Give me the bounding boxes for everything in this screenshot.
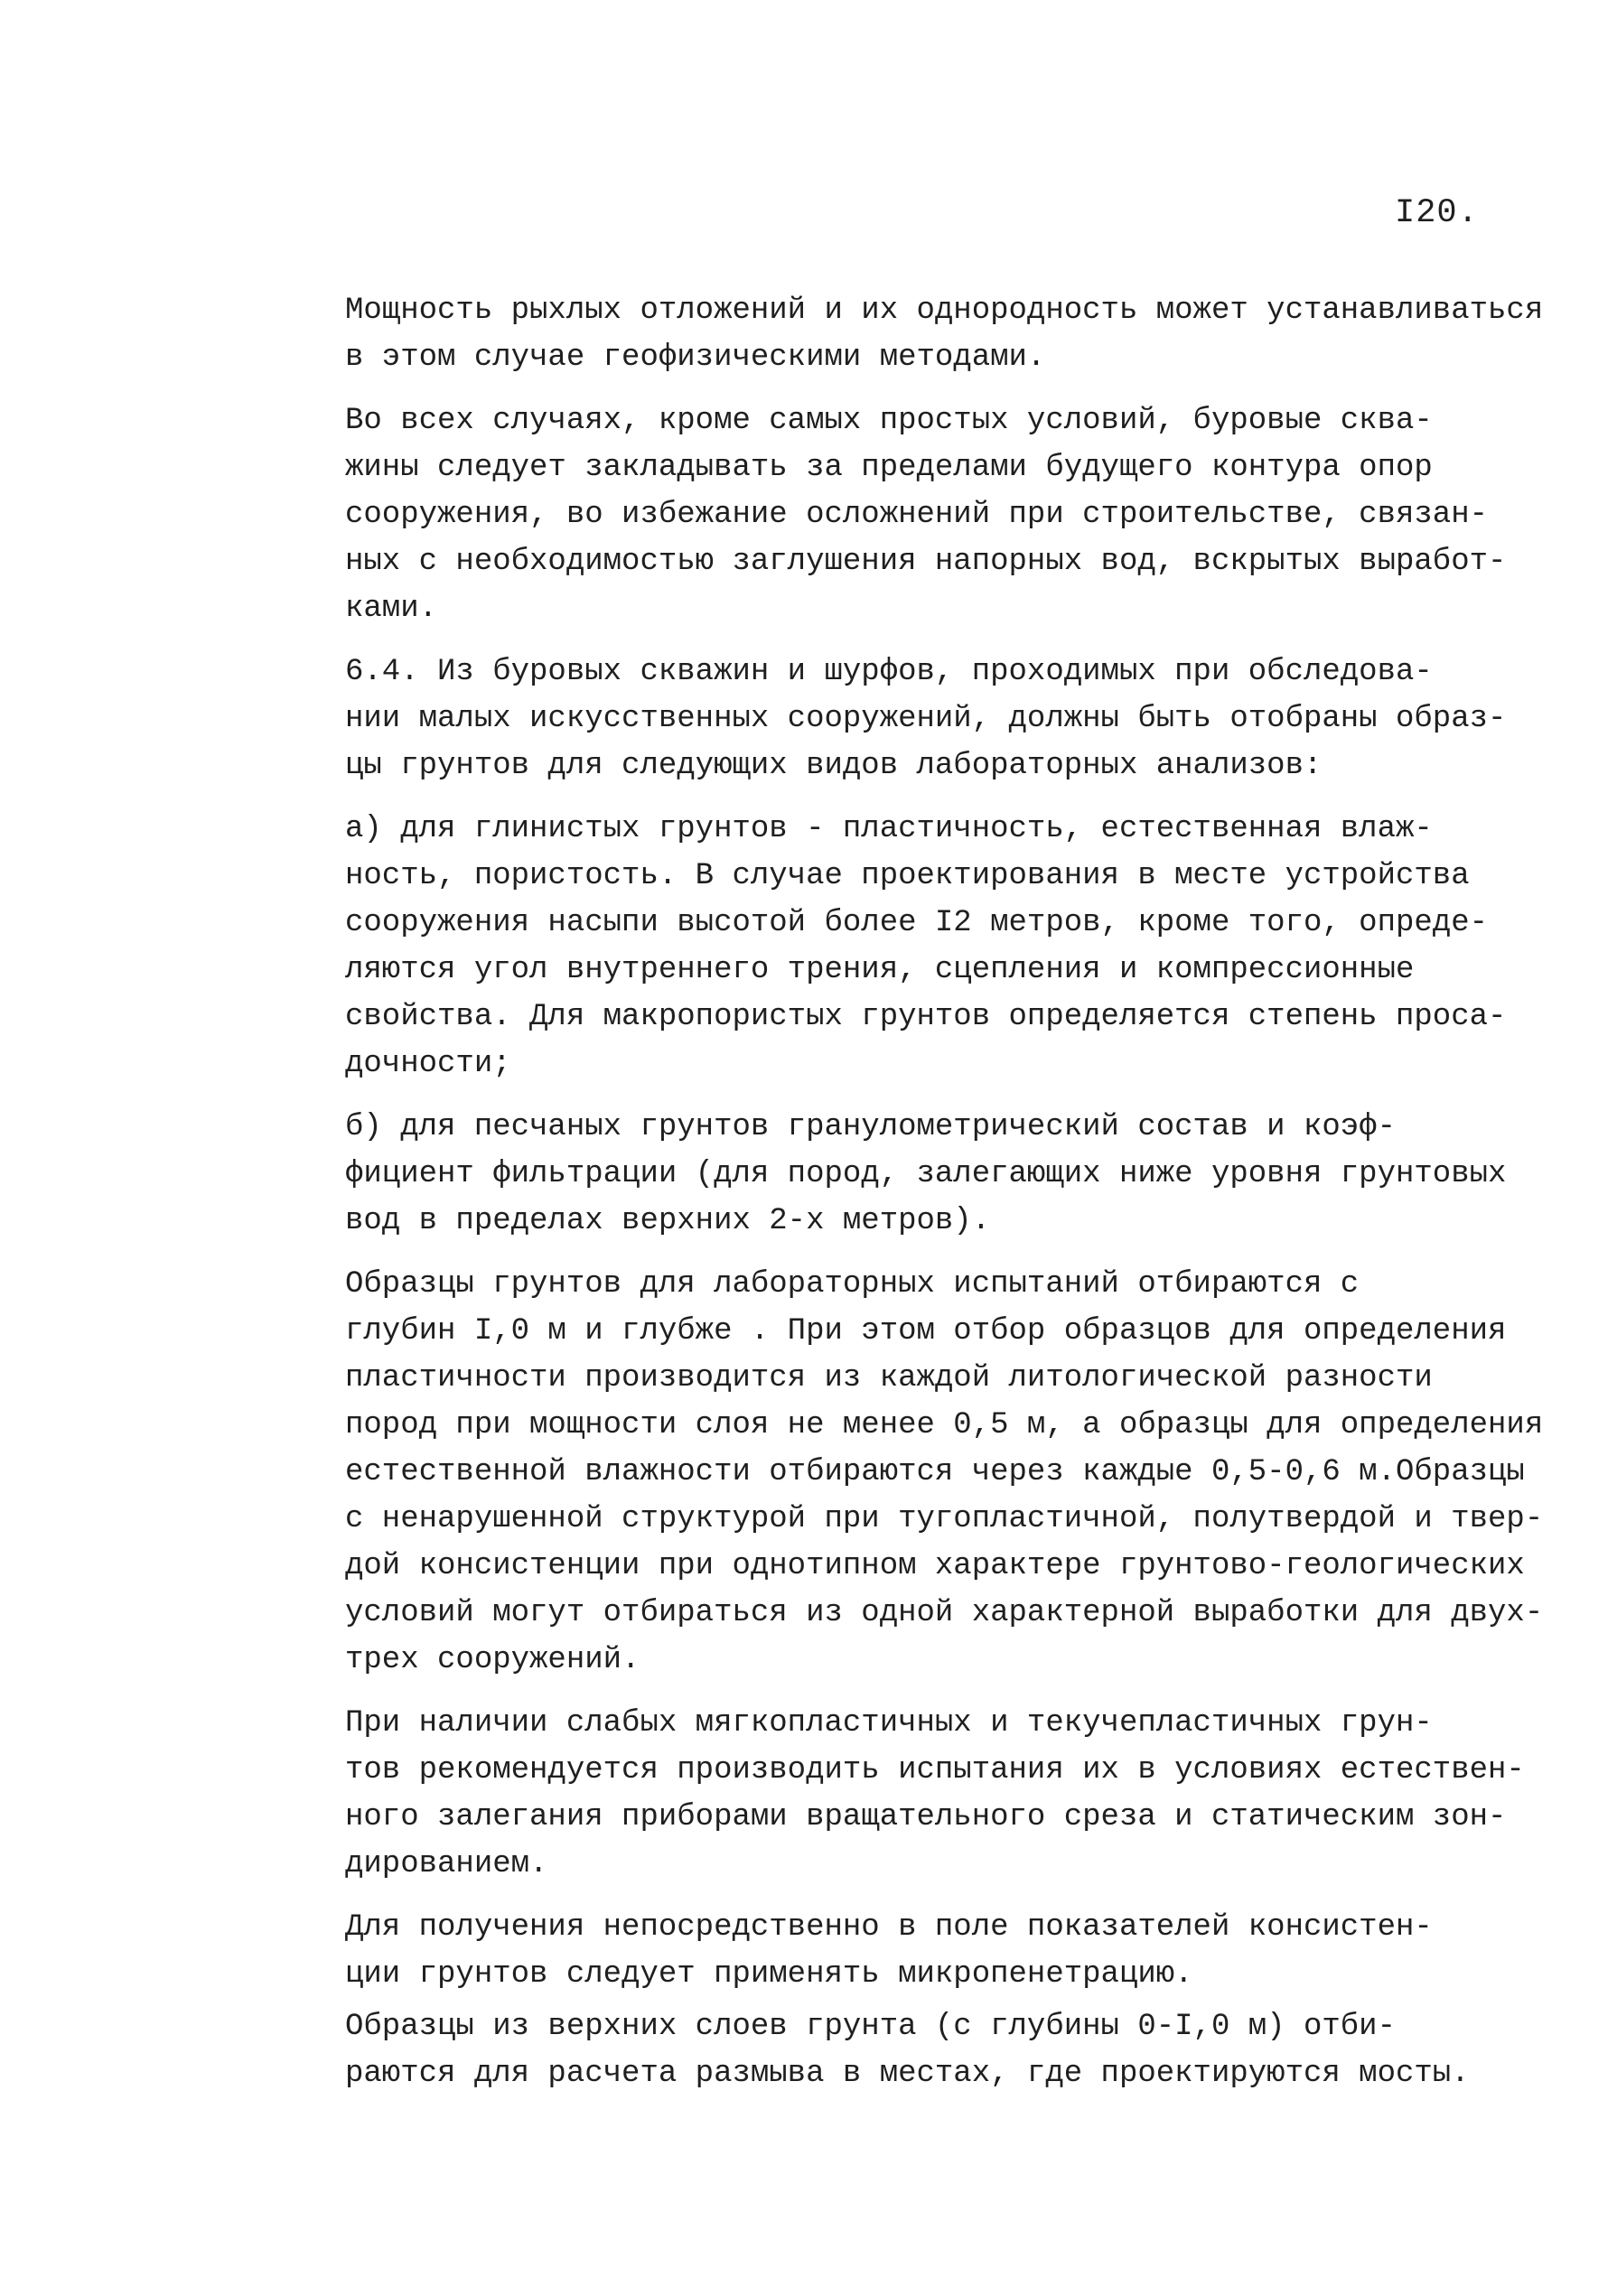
text-line: в этом случае геофизическими методами.: [345, 341, 1046, 375]
text-line: сооружения насыпи высотой более I2 метров, кроме того, опреде-: [345, 906, 1489, 940]
text-line: Образцы грунтов для лабораторных испытаний отбираются с: [345, 1267, 1360, 1302]
text-line: ции грунтов следует применять микропенетрацию.: [345, 1957, 1193, 1992]
text-line: Для получения непосредственно в поле показателей консистен-: [345, 1910, 1433, 1945]
text-line: трех сооружений.: [345, 1643, 640, 1677]
text-line: условий могут отбираться из одной характерной выработки для двух-: [345, 1596, 1544, 1630]
text-line: вод в пределах верхних 2-х метров).: [345, 1204, 991, 1238]
text-line: а) для глинистых грунтов - пластичность, естественная влаж-: [345, 812, 1433, 846]
text-line: дой консистенции при однотипном характере грунтово-геологических: [345, 1549, 1525, 1583]
text-line: фициент фильтрации (для пород, залегающих ниже уровня грунтовых: [345, 1157, 1507, 1191]
paragraph-upper-layers: [345, 2003, 1528, 2097]
text-line: пород при мощности слоя не менее 0,5 м, а образцы для определения: [345, 1408, 1544, 1442]
text-line: При наличии слабых мягкопластичных и текучепластичных грун-: [345, 1706, 1433, 1741]
text-line: Образцы из верхних слоев грунта (с глубины 0-I,0 м) отби-: [345, 2010, 1396, 2044]
paragraph-micropenetration: [345, 1904, 1528, 1998]
paragraph-item-b: [345, 1104, 1528, 1245]
text-line: Мощность рыхлых отложений и их однородность может устанавливаться: [345, 294, 1544, 328]
text-line: дочности;: [345, 1047, 511, 1081]
paragraph-boreholes: [345, 397, 1528, 632]
page-number: I20.: [1395, 194, 1479, 232]
text-line: ность, пористость. В случае проектирования в месте устройства: [345, 859, 1470, 893]
document-body: [345, 287, 1544, 2097]
paragraph-item-a: [345, 806, 1528, 1087]
text-line: 6.4. Из буровых скважин и шурфов, проходимых при обследова-: [345, 655, 1433, 689]
paragraph-sampling: [345, 1261, 1544, 1684]
text-line: жины следует закладывать за пределами будущего контура опор: [345, 451, 1433, 485]
text-line: нии малых искусственных сооружений, должны быть отобраны образ-: [345, 702, 1507, 736]
text-line: ных с необходимостью заглушения напорных вод, вскрытых выработ-: [345, 545, 1507, 579]
text-line: тов рекомендуется производить испытания их в условиях естествен-: [345, 1753, 1525, 1787]
text-line: сооружения, во избежание осложнений при строительстве, связан-: [345, 498, 1489, 532]
paragraph-loose-deposits: [345, 287, 1544, 381]
paragraph-weak-soils: [345, 1700, 1528, 1888]
text-line: Во всех случаях, кроме самых простых условий, буровые сква-: [345, 404, 1433, 438]
text-line: б) для песчаных грунтов гранулометрический состав и коэф-: [345, 1110, 1396, 1144]
text-line: ками.: [345, 592, 438, 626]
text-line: дированием.: [345, 1847, 548, 1881]
text-line: ляются угол внутреннего трения, сцепления и компрессионные: [345, 953, 1415, 987]
text-line: раются для расчета размыва в местах, где проектируются мосты.: [345, 2057, 1470, 2091]
text-line: цы грунтов для следующих видов лабораторных анализов:: [345, 749, 1323, 783]
text-line: пластичности производится из каждой литологической разности: [345, 1361, 1433, 1395]
paragraph-section-6-4: [345, 649, 1528, 789]
text-line: с ненарушенной структурой при тугопластичной, полутвердой и твер-: [345, 1502, 1544, 1536]
text-line: ного залегания приборами вращательного среза и статическим зон-: [345, 1800, 1507, 1834]
text-line: свойства. Для макропористых грунтов определяется степень проса-: [345, 1000, 1507, 1034]
text-line: естественной влажности отбираются через каждые 0,5-0,6 м.Образцы: [345, 1455, 1525, 1489]
text-line: глубин I,0 м и глубже . При этом отбор образцов для определения: [345, 1314, 1507, 1349]
